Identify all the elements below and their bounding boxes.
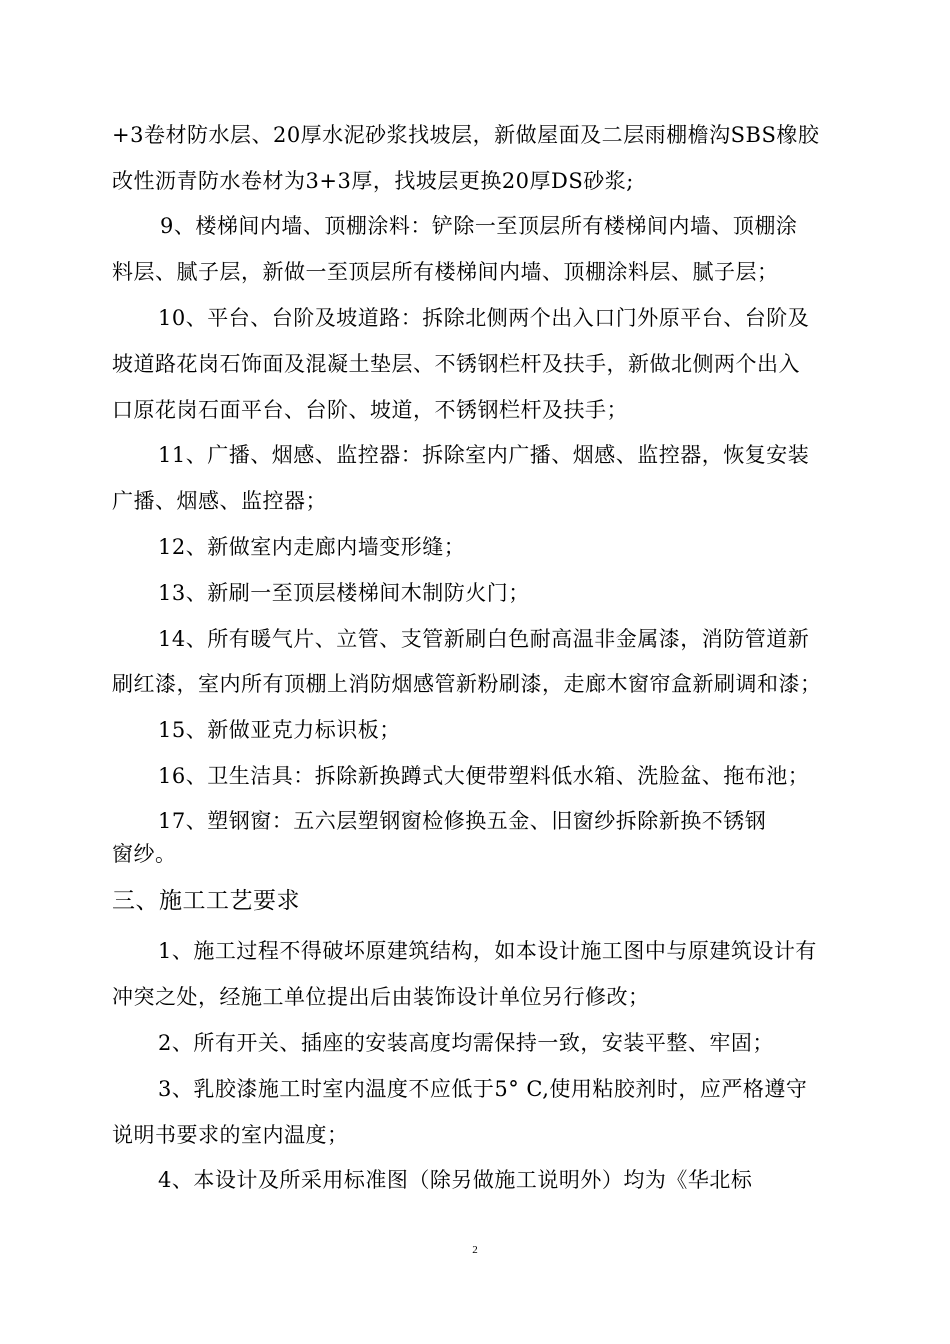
page-number: 2 bbox=[472, 1244, 478, 1256]
text-line: 15、新做亚克力标识板； bbox=[158, 718, 401, 742]
text-line: 17、塑钢窗：五六层塑钢窗检修换五金、旧窗纱拆除新换不锈钢 bbox=[158, 809, 767, 833]
text-line: 11、广播、烟感、监控器：拆除室内广播、烟感、监控器，恢复安装 bbox=[158, 443, 810, 467]
text-line: 冲突之处，经施工单位提出后由装饰设计单位另行修改； bbox=[112, 985, 650, 1009]
text-line: 坡道路花岗石饰面及混凝土垫层、不锈钢栏杆及扶手，新做北侧两个出入 bbox=[112, 352, 800, 376]
text-line: 16、卫生洁具：拆除新换蹲式大便带塑料低水箱、洗脸盆、拖布池； bbox=[158, 764, 810, 788]
text-line: 说明书要求的室内温度； bbox=[112, 1123, 349, 1147]
text-line: 广播、烟感、监控器； bbox=[112, 489, 327, 513]
text-line: 12、新做室内走廊内墙变形缝； bbox=[158, 535, 466, 559]
text-line: 1、施工过程不得破坏原建筑结构，如本设计施工图中与原建筑设计有 bbox=[158, 939, 817, 963]
text-line: 3、乳胶漆施工时室内温度不应低于5° C,使用粘胶剂时，应严格遵守 bbox=[158, 1077, 808, 1101]
text-line: 2、所有开关、插座的安装高度均需保持一致，安装平整、牢固； bbox=[158, 1031, 774, 1055]
text-line: 刷红漆，室内所有顶棚上消防烟感管新粉刷漆，走廊木窗帘盒新刷调和漆； bbox=[112, 672, 822, 696]
text-line: 料层、腻子层，新做一至顶层所有楼梯间内墙、顶棚涂料层、腻子层； bbox=[112, 260, 779, 284]
text-line: +3卷材防水层、20厚水泥砂浆找坡层，新做屋面及二层雨棚檐沟SBS橡胶 bbox=[112, 123, 820, 147]
text-line: 窗纱。 bbox=[112, 842, 177, 866]
text-line: 口原花岗石面平台、台阶、坡道，不锈钢栏杆及扶手； bbox=[112, 398, 628, 422]
text-line: 10、平台、台阶及坡道路：拆除北侧两个出入口门外原平台、台阶及 bbox=[158, 306, 810, 330]
text-line: 14、所有暖气片、立管、支管新刷白色耐高温非金属漆，消防管道新 bbox=[158, 627, 810, 651]
text-line: 改性沥青防水卷材为3+3厚，找坡层更换20厚DS砂浆; bbox=[112, 169, 634, 193]
text-line: 4、本设计及所采用标准图（除另做施工说明外）均为《华北标 bbox=[158, 1168, 753, 1192]
text-line: 9、楼梯间内墙、顶棚涂料：铲除一至顶层所有楼梯间内墙、顶棚涂 bbox=[160, 214, 798, 238]
section-heading: 三、施工工艺要求 bbox=[112, 888, 300, 914]
text-line: 13、新刷一至顶层楼梯间木制防火门； bbox=[158, 581, 530, 605]
